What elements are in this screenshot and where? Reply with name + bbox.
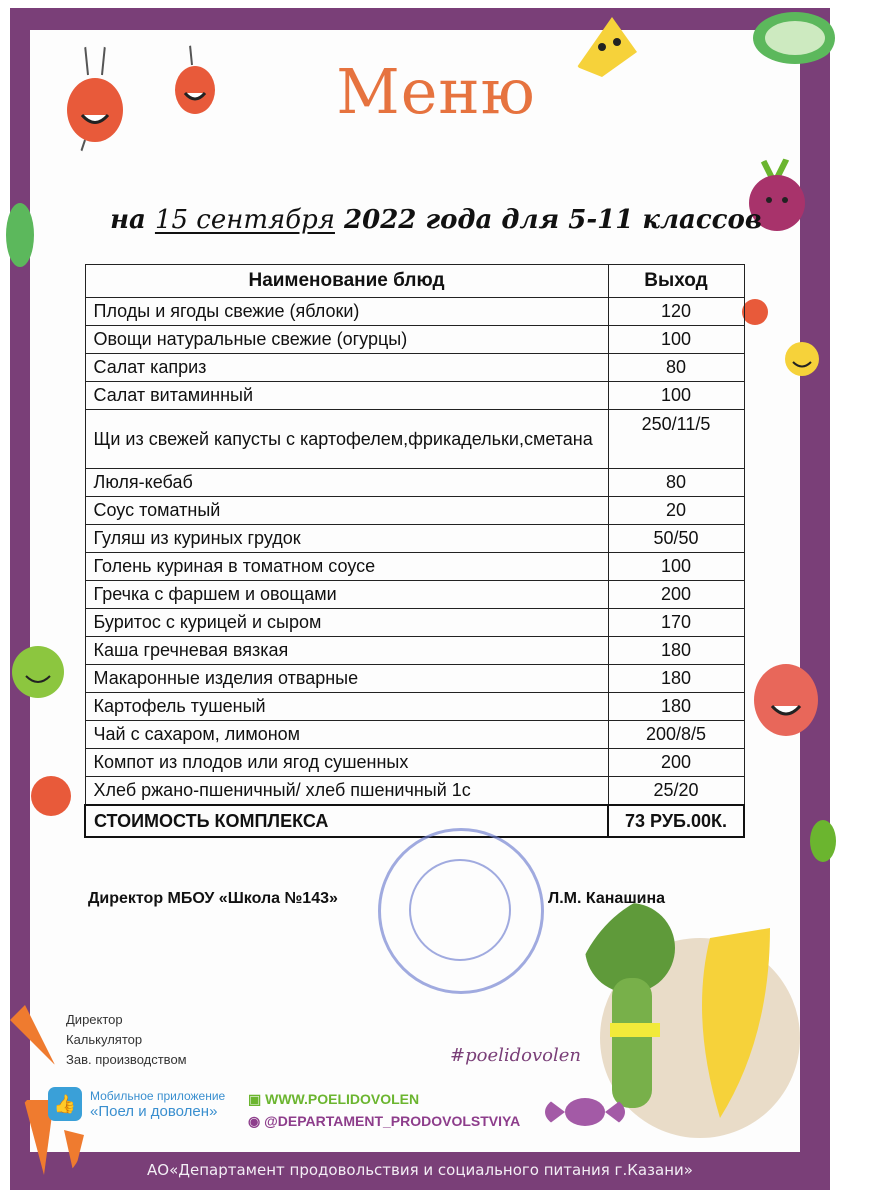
dish-amount: 25/20 — [608, 777, 744, 806]
table-row — [85, 382, 744, 410]
table-row — [85, 326, 744, 354]
dish-amount: 100 — [608, 382, 744, 410]
dish-amount: 200 — [608, 749, 744, 777]
column-header-dish: Наименование блюд — [85, 265, 608, 298]
dish-amount: 180 — [608, 665, 744, 693]
dish-amount: 20 — [608, 497, 744, 525]
dish-name: Каша гречневая вязкая — [85, 637, 608, 665]
carrot-icon — [5, 985, 65, 1075]
dish-amount: 170 — [608, 609, 744, 637]
tomato-small-icon — [28, 770, 74, 818]
table-row — [85, 469, 744, 497]
app-promo — [48, 1087, 225, 1121]
table-row — [85, 410, 744, 469]
dish-amount: 180 — [608, 637, 744, 665]
dish-amount: 50/50 — [608, 525, 744, 553]
dish-name: Соус томатный — [85, 497, 608, 525]
stamp — [378, 828, 544, 994]
dish-name: Щи из свежей капусты с картофелем,фрикадельки,сметана — [85, 410, 608, 469]
director-name: Л.М. Канашина — [548, 890, 666, 907]
table-row — [85, 637, 744, 665]
staff-item: Директор — [66, 1012, 123, 1027]
dish-amount: 200 — [608, 581, 744, 609]
menu-body — [85, 298, 744, 806]
table-row — [85, 525, 744, 553]
table-row — [85, 581, 744, 609]
app-icon: 👍 — [48, 1087, 82, 1121]
footer: АО«Департамент продовольствия и социального питания г.Казани» — [147, 1161, 693, 1179]
apple-icon — [8, 636, 68, 701]
leaf-icon — [808, 818, 838, 864]
dish-name: Компот из плодов или ягод сушенных — [85, 749, 608, 777]
candy-icon — [545, 1092, 625, 1132]
website-link[interactable]: ▣ WWW.POELIDOVOLEN — [248, 1091, 420, 1107]
staff-list — [66, 1010, 187, 1070]
table-row — [85, 298, 744, 326]
director-position: Директор МБОУ «Школа №143» — [88, 890, 338, 907]
dish-name: Гречка с фаршем и овощами — [85, 581, 608, 609]
table-row — [85, 777, 744, 806]
total-value: 73 РУБ.00К. — [608, 805, 744, 837]
table-row — [85, 665, 744, 693]
menu-subtitle — [0, 205, 872, 235]
table-row — [85, 553, 744, 581]
dish-name: Плоды и ягоды свежие (яблоки) — [85, 298, 608, 326]
total-label: СТОИМОСТЬ КОМПЛЕКСА — [85, 805, 608, 837]
hashtag: #poelidovolen — [450, 1045, 581, 1066]
page-title: Меню — [336, 55, 536, 128]
dish-amount: 200/8/5 — [608, 721, 744, 749]
instagram-icon: ◉ — [248, 1113, 265, 1129]
dish-name: Макаронные изделия отварные — [85, 665, 608, 693]
dish-amount: 100 — [608, 326, 744, 354]
table-row — [85, 609, 744, 637]
dish-name: Салат каприз — [85, 354, 608, 382]
dish-amount: 120 — [608, 298, 744, 326]
staff-item: Калькулятор — [66, 1032, 143, 1047]
staff-item: Зав. производством — [66, 1052, 187, 1067]
meat-icon — [748, 660, 823, 740]
menu-date: 15 сентября — [154, 205, 335, 235]
globe-icon: ▣ — [248, 1091, 266, 1107]
dish-name: Хлеб ржано-пшеничный/ хлеб пшеничный 1с — [85, 777, 608, 806]
dish-amount: 100 — [608, 553, 744, 581]
table-row — [85, 354, 744, 382]
subtitle-suffix: 2022 года для 5-11 классов — [344, 205, 762, 235]
dish-name: Чай с сахаром, лимоном — [85, 721, 608, 749]
table-row — [85, 721, 744, 749]
contact-links — [248, 1088, 520, 1132]
dish-amount: 180 — [608, 693, 744, 721]
app-caption: Мобильное приложение — [90, 1089, 226, 1103]
dish-name: Голень куриная в томатном соусе — [85, 553, 608, 581]
menu-table — [84, 264, 745, 838]
dish-name: Буритос с курицей и сыром — [85, 609, 608, 637]
app-name: «Поел и доволен» — [90, 1103, 218, 1120]
smiley-icon — [783, 340, 821, 378]
dish-name: Салат витаминный — [85, 382, 608, 410]
dish-amount: 250/11/5 — [608, 410, 744, 469]
total-row — [85, 805, 744, 837]
dish-amount: 80 — [608, 469, 744, 497]
column-header-amount: Выход — [608, 265, 744, 298]
dish-amount: 80 — [608, 354, 744, 382]
table-row — [85, 693, 744, 721]
subtitle-prefix: на — [110, 205, 146, 235]
table-row — [85, 749, 744, 777]
dish-name: Картофель тушеный — [85, 693, 608, 721]
dish-name: Овощи натуральные свежие (огурцы) — [85, 326, 608, 354]
table-row — [85, 497, 744, 525]
dish-name: Люля-кебаб — [85, 469, 608, 497]
dish-name: Гуляш из куриных грудок — [85, 525, 608, 553]
instagram-link[interactable]: ◉ @DEPARTAMENT_PRODOVOLSTVIYA — [248, 1113, 521, 1129]
